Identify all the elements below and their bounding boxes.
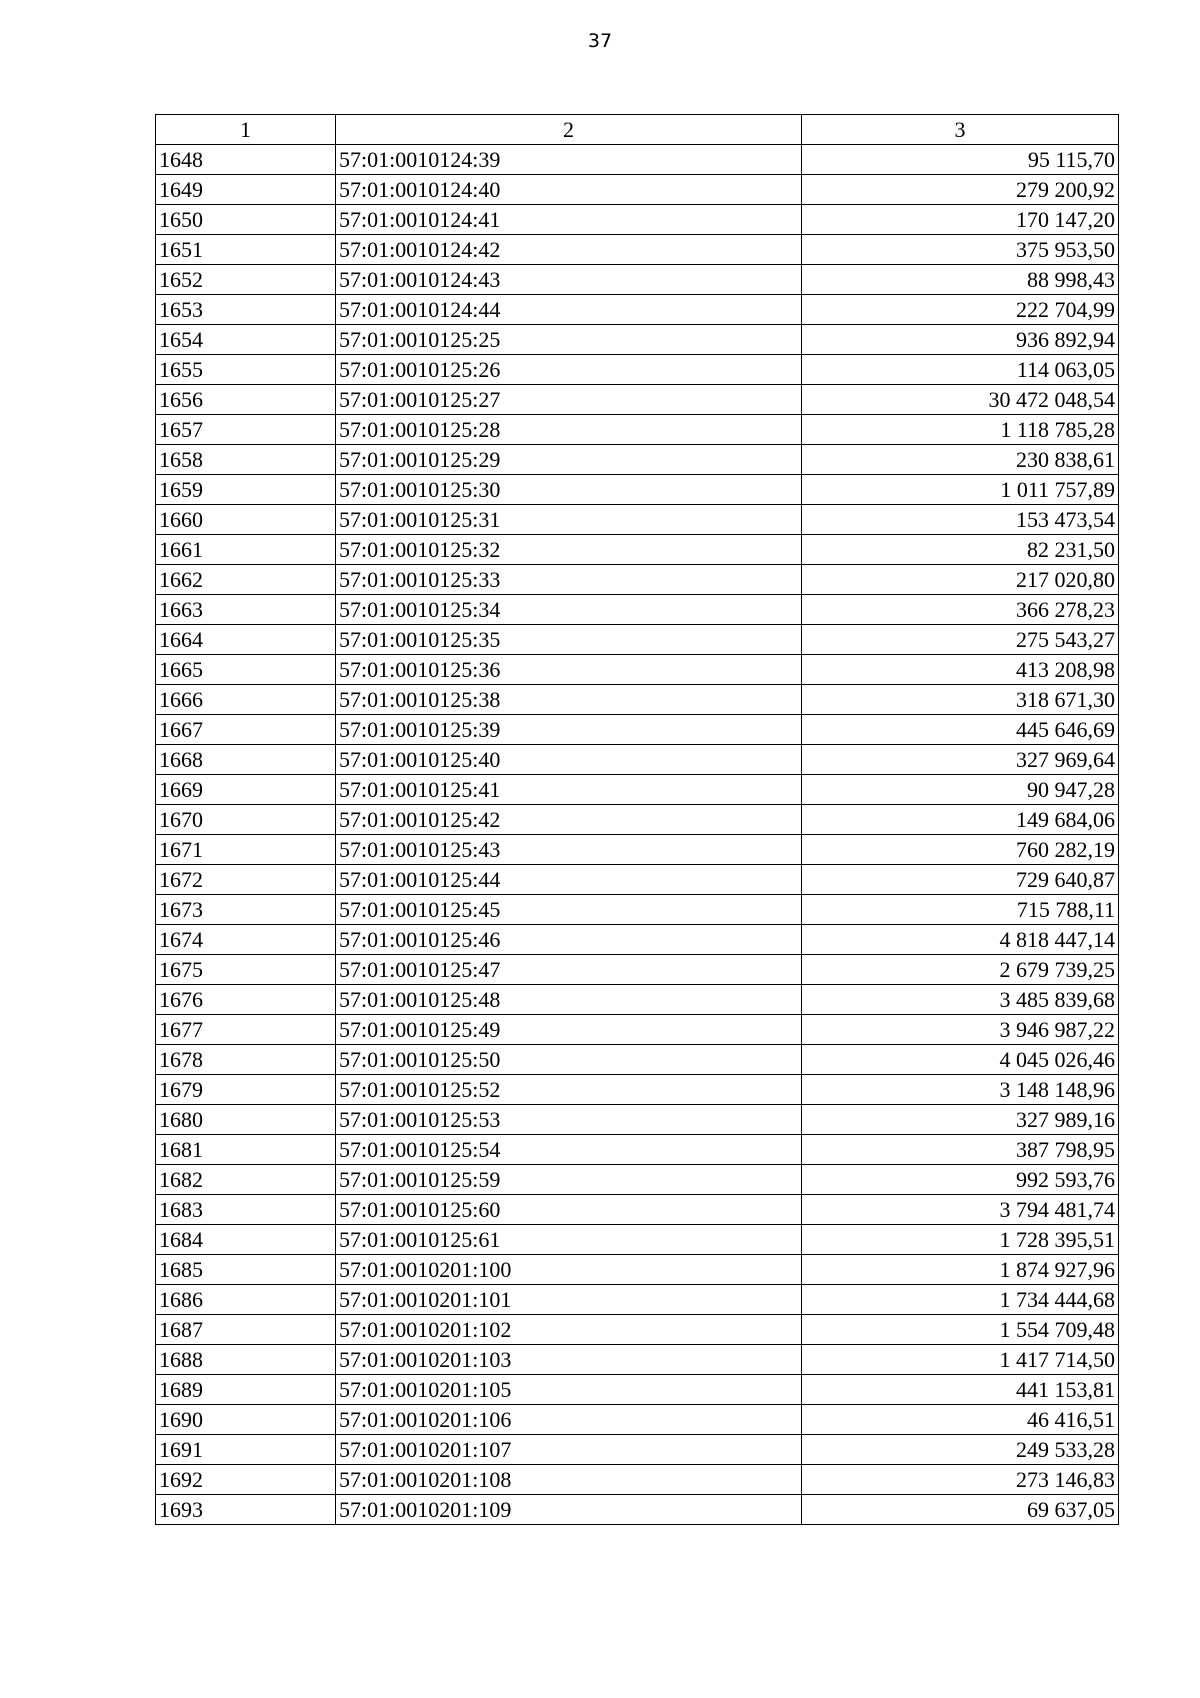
value-cell: 222 704,99 <box>802 295 1119 325</box>
cadastral-number-cell: 57:01:0010125:34 <box>336 595 802 625</box>
table-row <box>156 715 1119 745</box>
value-cell: 715 788,11 <box>802 895 1119 925</box>
cadastral-number-cell: 57:01:0010124:40 <box>336 175 802 205</box>
cadastral-number-cell: 57:01:0010125:27 <box>336 385 802 415</box>
value-cell: 114 063,05 <box>802 355 1119 385</box>
value-cell: 46 416,51 <box>802 1405 1119 1435</box>
cadastral-number-cell: 57:01:0010125:54 <box>336 1135 802 1165</box>
value-cell: 318 671,30 <box>802 685 1119 715</box>
row-number-cell: 1658 <box>156 445 336 475</box>
table-row <box>156 1435 1119 1465</box>
value-cell: 153 473,54 <box>802 505 1119 535</box>
cadastral-number-cell: 57:01:0010201:102 <box>336 1315 802 1345</box>
table-row <box>156 505 1119 535</box>
value-cell: 3 485 839,68 <box>802 985 1119 1015</box>
value-cell: 760 282,19 <box>802 835 1119 865</box>
row-number-cell: 1686 <box>156 1285 336 1315</box>
cadastral-number-cell: 57:01:0010201:107 <box>336 1435 802 1465</box>
table-row <box>156 745 1119 775</box>
row-number-cell: 1665 <box>156 655 336 685</box>
table-row <box>156 325 1119 355</box>
table-row <box>156 445 1119 475</box>
value-cell: 413 208,98 <box>802 655 1119 685</box>
table-row <box>156 565 1119 595</box>
value-cell: 170 147,20 <box>802 205 1119 235</box>
value-cell: 69 637,05 <box>802 1495 1119 1525</box>
table-row <box>156 175 1119 205</box>
value-cell: 441 153,81 <box>802 1375 1119 1405</box>
table-row <box>156 265 1119 295</box>
row-number-cell: 1660 <box>156 505 336 535</box>
value-cell: 327 989,16 <box>802 1105 1119 1135</box>
value-cell: 1 728 395,51 <box>802 1225 1119 1255</box>
table-row <box>156 475 1119 505</box>
row-number-cell: 1680 <box>156 1105 336 1135</box>
row-number-cell: 1670 <box>156 805 336 835</box>
row-number-cell: 1648 <box>156 145 336 175</box>
value-cell: 445 646,69 <box>802 715 1119 745</box>
column-header-1: 1 <box>156 115 336 145</box>
cadastral-number-cell: 57:01:0010125:44 <box>336 865 802 895</box>
cadastral-number-cell: 57:01:0010125:38 <box>336 685 802 715</box>
value-cell: 3 946 987,22 <box>802 1015 1119 1045</box>
cadastral-number-cell: 57:01:0010125:31 <box>336 505 802 535</box>
value-cell: 366 278,23 <box>802 595 1119 625</box>
row-number-cell: 1693 <box>156 1495 336 1525</box>
table-row <box>156 415 1119 445</box>
table-row <box>156 1495 1119 1525</box>
value-cell: 279 200,92 <box>802 175 1119 205</box>
row-number-cell: 1683 <box>156 1195 336 1225</box>
row-number-cell: 1661 <box>156 535 336 565</box>
table-row <box>156 865 1119 895</box>
table-row <box>156 1345 1119 1375</box>
cadastral-number-cell: 57:01:0010125:46 <box>336 925 802 955</box>
value-cell: 3 794 481,74 <box>802 1195 1119 1225</box>
value-cell: 1 554 709,48 <box>802 1315 1119 1345</box>
cadastral-number-cell: 57:01:0010125:32 <box>336 535 802 565</box>
value-cell: 4 045 026,46 <box>802 1045 1119 1075</box>
value-cell: 90 947,28 <box>802 775 1119 805</box>
value-cell: 2 679 739,25 <box>802 955 1119 985</box>
value-cell: 936 892,94 <box>802 325 1119 355</box>
cadastral-number-cell: 57:01:0010125:61 <box>336 1225 802 1255</box>
cadastral-number-cell: 57:01:0010125:39 <box>336 715 802 745</box>
cadastral-number-cell: 57:01:0010124:39 <box>336 145 802 175</box>
row-number-cell: 1662 <box>156 565 336 595</box>
table-row <box>156 1315 1119 1345</box>
table-row <box>156 685 1119 715</box>
cadastral-number-cell: 57:01:0010125:40 <box>336 745 802 775</box>
value-cell: 327 969,64 <box>802 745 1119 775</box>
row-number-cell: 1656 <box>156 385 336 415</box>
row-number-cell: 1689 <box>156 1375 336 1405</box>
table-row <box>156 1075 1119 1105</box>
cadastral-number-cell: 57:01:0010125:35 <box>336 625 802 655</box>
column-header-2: 2 <box>336 115 802 145</box>
table-row <box>156 1375 1119 1405</box>
cadastral-number-cell: 57:01:0010125:50 <box>336 1045 802 1075</box>
value-cell: 249 533,28 <box>802 1435 1119 1465</box>
table-row <box>156 655 1119 685</box>
cadastral-number-cell: 57:01:0010125:48 <box>336 985 802 1015</box>
row-number-cell: 1651 <box>156 235 336 265</box>
value-cell: 273 146,83 <box>802 1465 1119 1495</box>
table-row <box>156 1045 1119 1075</box>
row-number-cell: 1654 <box>156 325 336 355</box>
value-cell: 729 640,87 <box>802 865 1119 895</box>
row-number-cell: 1691 <box>156 1435 336 1465</box>
table-row <box>156 835 1119 865</box>
value-cell: 82 231,50 <box>802 535 1119 565</box>
cadastral-number-cell: 57:01:0010125:42 <box>336 805 802 835</box>
value-cell: 95 115,70 <box>802 145 1119 175</box>
cadastral-number-cell: 57:01:0010125:33 <box>336 565 802 595</box>
table-body <box>156 145 1119 1525</box>
cadastral-number-cell: 57:01:0010125:59 <box>336 1165 802 1195</box>
row-number-cell: 1685 <box>156 1255 336 1285</box>
row-number-cell: 1657 <box>156 415 336 445</box>
cadastral-number-cell: 57:01:0010201:105 <box>336 1375 802 1405</box>
value-cell: 149 684,06 <box>802 805 1119 835</box>
row-number-cell: 1669 <box>156 775 336 805</box>
table-row <box>156 1285 1119 1315</box>
table-row <box>156 385 1119 415</box>
table-row <box>156 1015 1119 1045</box>
table-row <box>156 535 1119 565</box>
cadastral-number-cell: 57:01:0010125:53 <box>336 1105 802 1135</box>
cadastral-number-cell: 57:01:0010125:30 <box>336 475 802 505</box>
row-number-cell: 1653 <box>156 295 336 325</box>
row-number-cell: 1673 <box>156 895 336 925</box>
row-number-cell: 1676 <box>156 985 336 1015</box>
row-number-cell: 1684 <box>156 1225 336 1255</box>
row-number-cell: 1664 <box>156 625 336 655</box>
cadastral-number-cell: 57:01:0010125:36 <box>336 655 802 685</box>
row-number-cell: 1663 <box>156 595 336 625</box>
row-number-cell: 1672 <box>156 865 336 895</box>
row-number-cell: 1666 <box>156 685 336 715</box>
cadastral-number-cell: 57:01:0010125:26 <box>336 355 802 385</box>
row-number-cell: 1682 <box>156 1165 336 1195</box>
row-number-cell: 1652 <box>156 265 336 295</box>
cadastral-number-cell: 57:01:0010201:103 <box>336 1345 802 1375</box>
value-cell: 88 998,43 <box>802 265 1119 295</box>
cadastral-number-cell: 57:01:0010201:109 <box>336 1495 802 1525</box>
table-row <box>156 1135 1119 1165</box>
table-row <box>156 295 1119 325</box>
value-cell: 1 734 444,68 <box>802 1285 1119 1315</box>
cadastral-number-cell: 57:01:0010124:41 <box>336 205 802 235</box>
table-row <box>156 1225 1119 1255</box>
row-number-cell: 1679 <box>156 1075 336 1105</box>
table-row <box>156 805 1119 835</box>
value-cell: 1 118 785,28 <box>802 415 1119 445</box>
cadastral-number-cell: 57:01:0010124:43 <box>336 265 802 295</box>
row-number-cell: 1659 <box>156 475 336 505</box>
table-row <box>156 985 1119 1015</box>
table-row <box>156 235 1119 265</box>
cadastral-number-cell: 57:01:0010125:45 <box>336 895 802 925</box>
row-number-cell: 1655 <box>156 355 336 385</box>
cadastral-number-cell: 57:01:0010125:28 <box>336 415 802 445</box>
cadastral-number-cell: 57:01:0010125:25 <box>336 325 802 355</box>
value-cell: 217 020,80 <box>802 565 1119 595</box>
cadastral-number-cell: 57:01:0010125:52 <box>336 1075 802 1105</box>
row-number-cell: 1688 <box>156 1345 336 1375</box>
value-cell: 375 953,50 <box>802 235 1119 265</box>
value-cell: 1 417 714,50 <box>802 1345 1119 1375</box>
table-row <box>156 625 1119 655</box>
row-number-cell: 1649 <box>156 175 336 205</box>
row-number-cell: 1674 <box>156 925 336 955</box>
cadastral-number-cell: 57:01:0010201:101 <box>336 1285 802 1315</box>
table-row <box>156 145 1119 175</box>
cadastral-number-cell: 57:01:0010125:60 <box>336 1195 802 1225</box>
table-row <box>156 955 1119 985</box>
page-number: 37 <box>587 30 613 52</box>
table-row <box>156 895 1119 925</box>
row-number-cell: 1668 <box>156 745 336 775</box>
row-number-cell: 1681 <box>156 1135 336 1165</box>
cadastral-number-cell: 57:01:0010201:100 <box>336 1255 802 1285</box>
value-cell: 387 798,95 <box>802 1135 1119 1165</box>
data-table <box>155 114 1119 1525</box>
value-cell: 1 011 757,89 <box>802 475 1119 505</box>
table-row <box>156 1105 1119 1135</box>
row-number-cell: 1667 <box>156 715 336 745</box>
cadastral-number-cell: 57:01:0010201:106 <box>336 1405 802 1435</box>
cadastral-number-cell: 57:01:0010125:29 <box>336 445 802 475</box>
row-number-cell: 1671 <box>156 835 336 865</box>
table-row <box>156 925 1119 955</box>
table-row <box>156 355 1119 385</box>
value-cell: 275 543,27 <box>802 625 1119 655</box>
row-number-cell: 1677 <box>156 1015 336 1045</box>
value-cell: 3 148 148,96 <box>802 1075 1119 1105</box>
table-row <box>156 595 1119 625</box>
row-number-cell: 1687 <box>156 1315 336 1345</box>
table-row <box>156 205 1119 235</box>
cadastral-number-cell: 57:01:0010125:41 <box>336 775 802 805</box>
cadastral-number-cell: 57:01:0010125:47 <box>336 955 802 985</box>
value-cell: 1 874 927,96 <box>802 1255 1119 1285</box>
table-row <box>156 1465 1119 1495</box>
row-number-cell: 1650 <box>156 205 336 235</box>
row-number-cell: 1678 <box>156 1045 336 1075</box>
table-row <box>156 1165 1119 1195</box>
cadastral-number-cell: 57:01:0010125:43 <box>336 835 802 865</box>
column-header-3: 3 <box>802 115 1119 145</box>
row-number-cell: 1692 <box>156 1465 336 1495</box>
cadastral-number-cell: 57:01:0010125:49 <box>336 1015 802 1045</box>
row-number-cell: 1675 <box>156 955 336 985</box>
row-number-cell: 1690 <box>156 1405 336 1435</box>
table-row <box>156 1405 1119 1435</box>
value-cell: 4 818 447,14 <box>802 925 1119 955</box>
table-row <box>156 1195 1119 1225</box>
value-cell: 230 838,61 <box>802 445 1119 475</box>
cadastral-number-cell: 57:01:0010124:42 <box>336 235 802 265</box>
value-cell: 992 593,76 <box>802 1165 1119 1195</box>
table-row <box>156 1255 1119 1285</box>
cadastral-number-cell: 57:01:0010124:44 <box>336 295 802 325</box>
table-row <box>156 775 1119 805</box>
value-cell: 30 472 048,54 <box>802 385 1119 415</box>
cadastral-number-cell: 57:01:0010201:108 <box>336 1465 802 1495</box>
table-header-row <box>156 115 1119 145</box>
